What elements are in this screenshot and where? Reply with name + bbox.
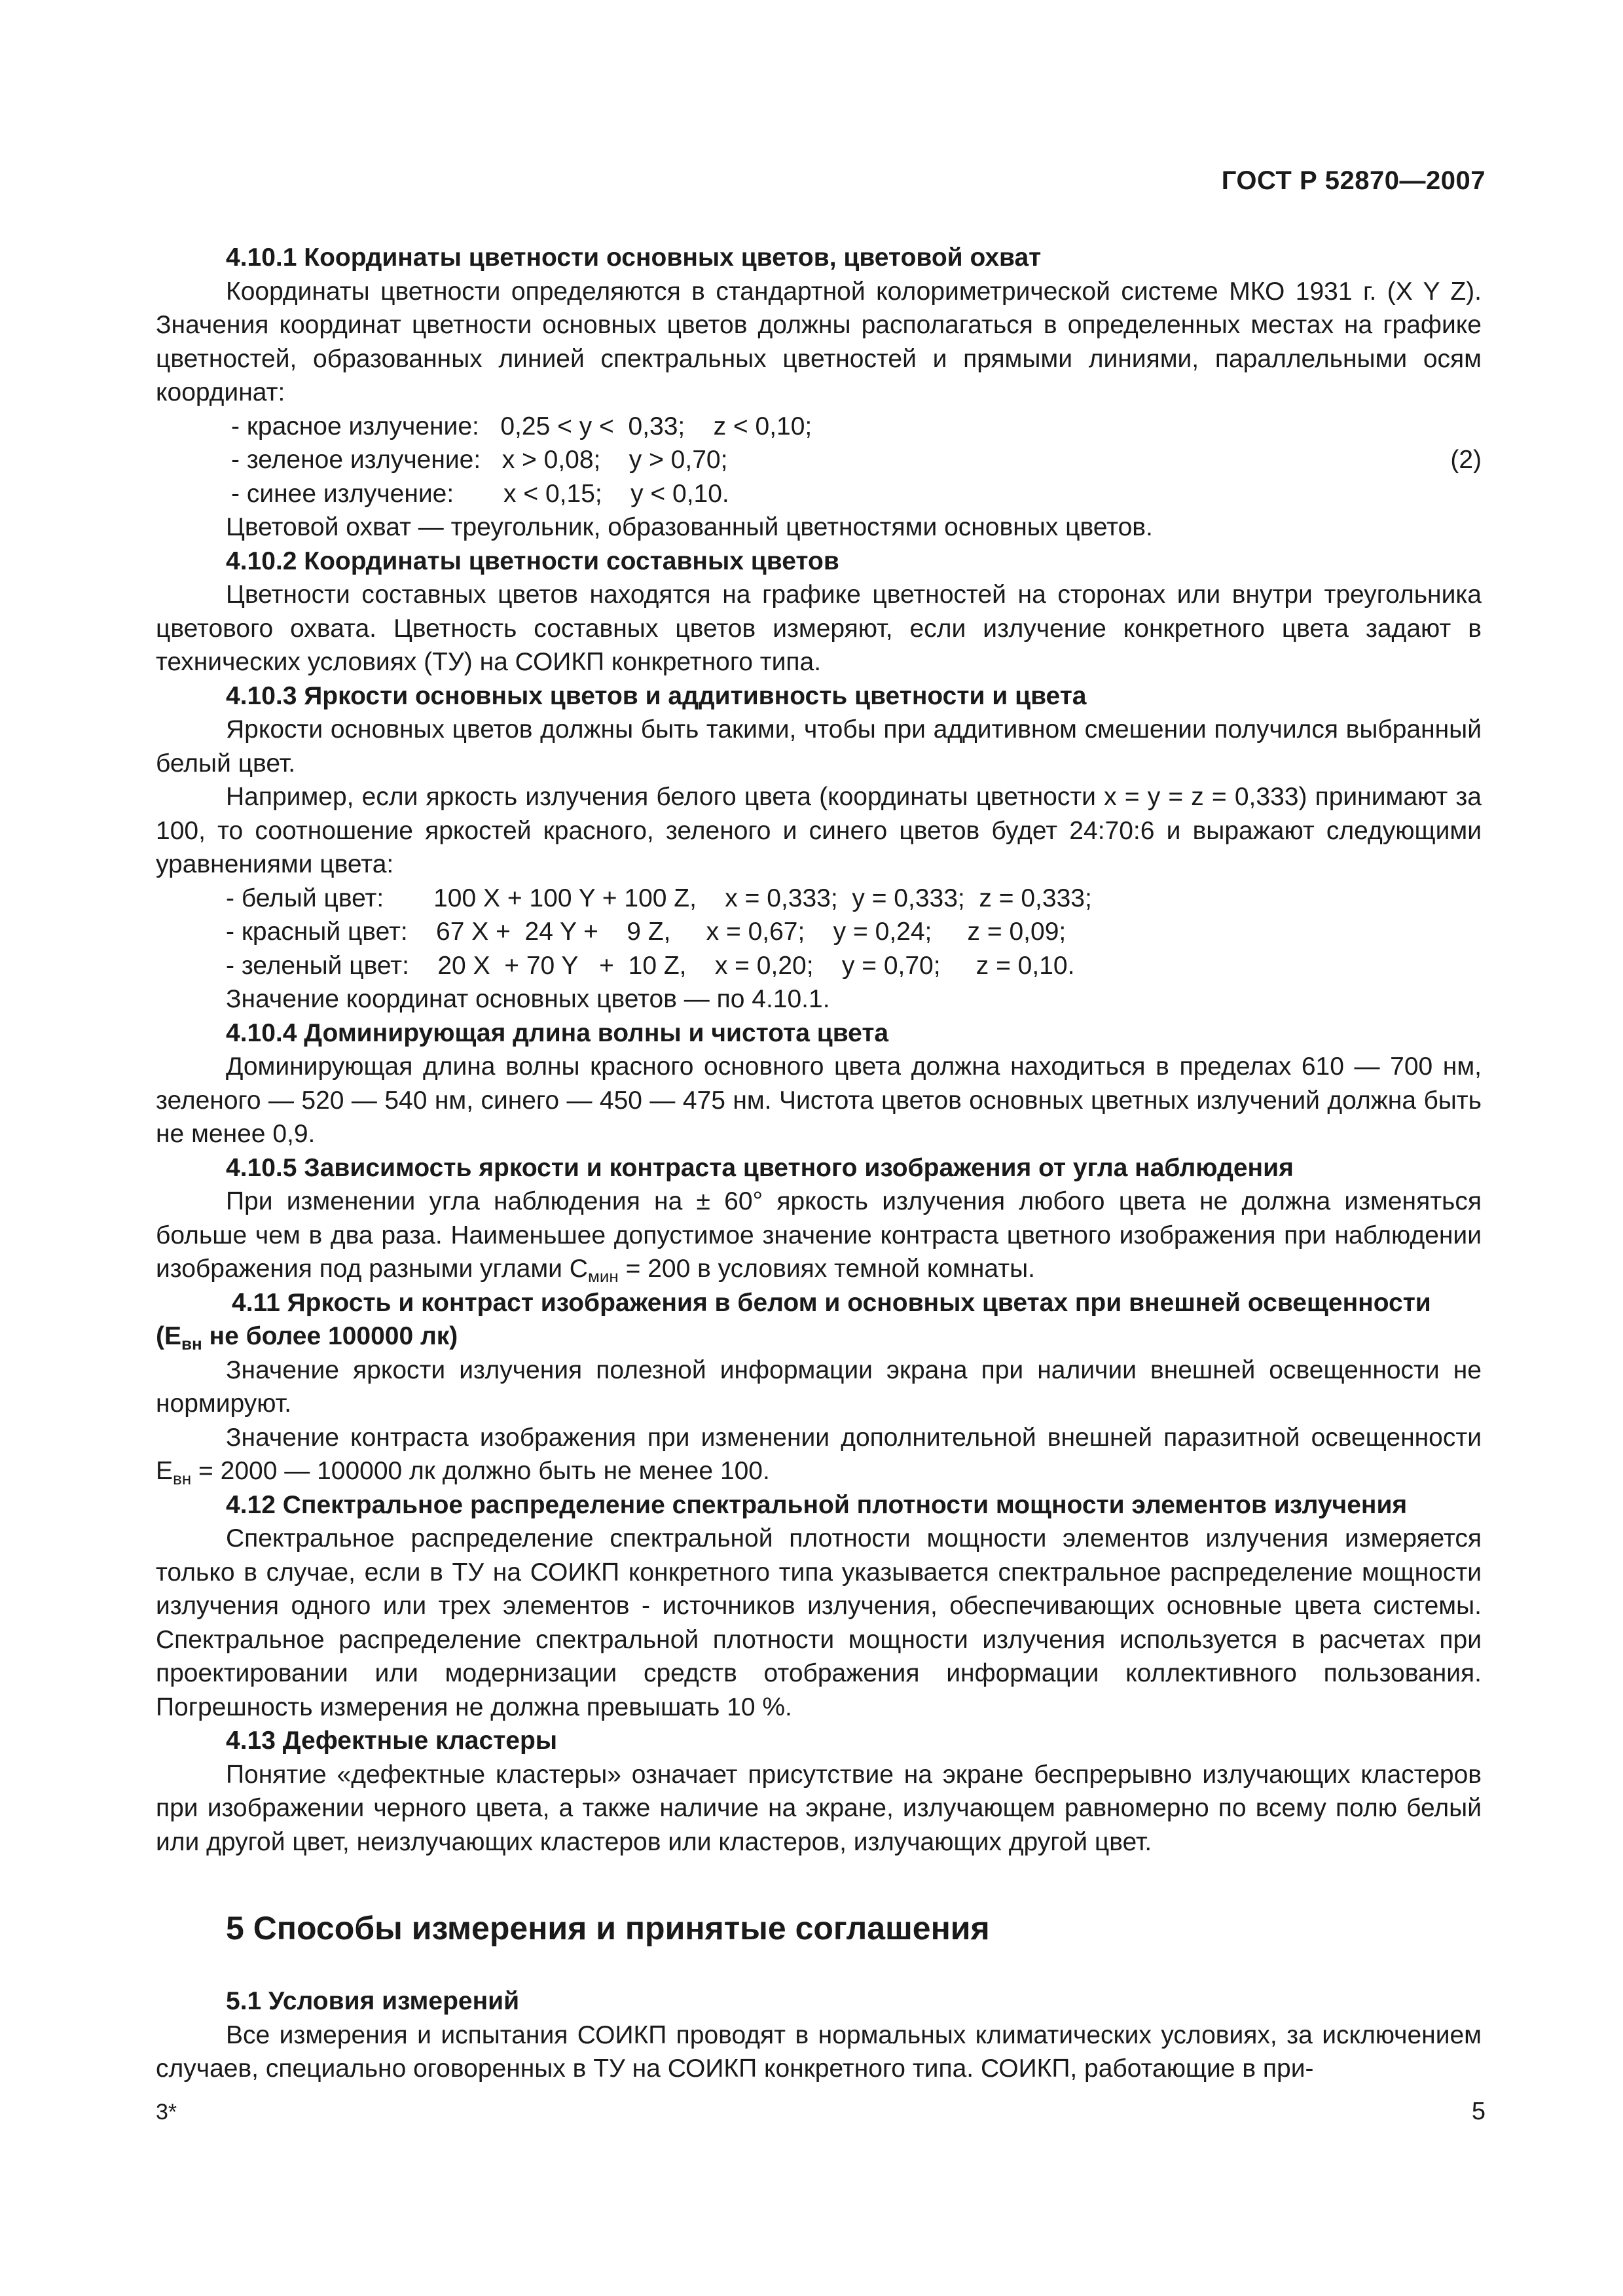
heading-4-10-5: 4.10.5 Зависимость яркости и контраста цветного изображения от угла наблюдения (226, 1153, 1294, 1182)
paragraph: Например, если яркость излучения белого цвета (координаты цветности x = y = z = 0,333) принимают за 100, то соотношение яркостей красного, зеленого и синего цветов будет 24:70:6 и выражают следующими уравнениями цвета: (156, 783, 1482, 878)
heading-4-10-2: 4.10.2 Координаты цветности составных цветов (226, 547, 839, 575)
paragraph: Понятие «дефектные кластеры» означает присутствие на экране беспрерывно излучающих кластеров при изображении черного цвета, а также наличие на экране, излучающем равномерно по всему полю белый или другой цвет, неизлучающих кластеров или кластеров, излучающих другой цвет. (156, 1760, 1482, 1856)
paragraph: Значение координат основных цветов — по 4.10.1. (226, 985, 830, 1013)
formula-row (156, 443, 1482, 477)
color-equation: - зеленый цвет: 20 X + 70 Y + 10 Z, x = 0,20; y = 0,70; z = 0,10. (226, 951, 1075, 980)
paragraph: Координаты цветности определяются в стандартной колориметрической системе МКО 1931 г. (X Y Z). Значения координат цветности основных цветов должны располагаться в определенных местах на графике цветностей, образованных линией спектральных цветностей и прямыми линиями, параллельными осям координат: (156, 277, 1482, 406)
document-body (156, 241, 1482, 2086)
paragraph: Значение яркости излучения полезной информации экрана при наличии внешней освещенности не нормируют. (156, 1355, 1482, 1418)
list-item: - синее излучение: x < 0,15; y < 0,10. (231, 479, 729, 508)
heading-4-13: 4.13 Дефектные кластеры (226, 1727, 558, 1755)
section-heading-5: 5 Способы измерения и принятые соглашения (226, 1910, 990, 1946)
text-run: = 2000 — 100000 лк должно быть не менее 100. (191, 1457, 770, 1485)
list-item: - зеленое излучение: x > 0,08; y > 0,70; (231, 446, 728, 474)
paragraph: Цветности составных цветов находятся на графике цветностей на сторонах или внутри треугольника цветового охвата. Цветность составных цветов измеряют, если излучение конкретного цвета задают в технических условиях (ТУ) на СОИКП конкретного типа. (156, 581, 1482, 676)
signature-mark: 3* (156, 2100, 177, 2125)
text-run: При изменении угла наблюдения на ± 60° яркость излучения любого цвета не должна изменяться больше чем в два раза. Наименьшее допустимое значение контраста цветного изображения при наблюдении изображения под разными углами C (156, 1187, 1482, 1283)
document-code: ГОСТ Р 52870—2007 (1221, 166, 1486, 195)
equation-number: (2) (1450, 446, 1482, 474)
heading-4-11 (156, 1286, 1482, 1354)
heading-4-10-3: 4.10.3 Яркости основных цветов и аддитивность цветности и цвета (226, 681, 1087, 710)
page-number: 5 (1471, 2098, 1486, 2125)
subscript: вн (181, 1334, 202, 1354)
paragraph: Доминирующая длина волны красного основного цвета должна находиться в пределах 610 — 700 нм, зеленого — 520 — 540 нм, синего — 450 — 475 нм. Чистота цветов основных цветных излучений должна быть не менее 0,9. (156, 1052, 1482, 1148)
paragraph (156, 1185, 1482, 1286)
color-equation: - белый цвет: 100 X + 100 Y + 100 Z, x = 0,333; y = 0,333; z = 0,333; (226, 884, 1092, 912)
heading-5-1: 5.1 Условия измерений (226, 1987, 520, 2015)
paragraph (156, 1421, 1482, 1488)
paragraph: Спектральное распределение спектральной плотности мощности элементов излучения измеряется только в случае, если в ТУ на СОИКП конкретного типа указывается спектральное распределение мощности излучения одного или трех элементов - источников излучения, обеспечивающих основные цвета системы. Спектральное распределение спектральной плотности мощности излучения используется в расчетах при проектировании или модернизации средств отображения информации коллективного пользования. Погрешность измерения не должна превышать 10 %. (156, 1524, 1482, 1721)
text-run: не более 100000 лк) (202, 1322, 458, 1350)
text-run: Значение контраста изображения при изменении дополнительной внешней паразитной освещенности E (156, 1423, 1482, 1485)
paragraph: Все измерения и испытания СОИКП проводят в нормальных климатических условиях, за исключением случаев, специально оговоренных в ТУ на СОИКП конкретного типа. СОИКП, работающие в при- (156, 2020, 1482, 2083)
subscript: вн (173, 1469, 192, 1488)
text-run: 4.11 Яркость и контраст изображения в белом и основных цветах при внешней освещенности (E (156, 1288, 1431, 1350)
list-item: - красное излучение: 0,25 < y < 0,33; z < 0,10; (231, 412, 812, 440)
paragraph: Яркости основных цветов должны быть такими, чтобы при аддитивном смешении получился выбранный белый цвет. (156, 715, 1482, 778)
subscript: мин (587, 1266, 619, 1286)
color-equation: - красный цвет: 67 X + 24 Y + 9 Z, x = 0,67; y = 0,24; z = 0,09; (226, 918, 1067, 946)
heading-4-10-4: 4.10.4 Доминирующая длина волны и чистота цвета (226, 1018, 889, 1047)
heading-4-10-1: 4.10.1 Координаты цветности основных цветов, цветовой охват (226, 243, 1042, 272)
heading-4-12: 4.12 Спектральное распределение спектральной плотности мощности элементов излучения (226, 1490, 1408, 1519)
text-run: = 200 в условиях темной комнаты. (618, 1255, 1035, 1283)
paragraph: Цветовой охват — треугольник, образованный цветностями основных цветов. (226, 513, 1153, 541)
